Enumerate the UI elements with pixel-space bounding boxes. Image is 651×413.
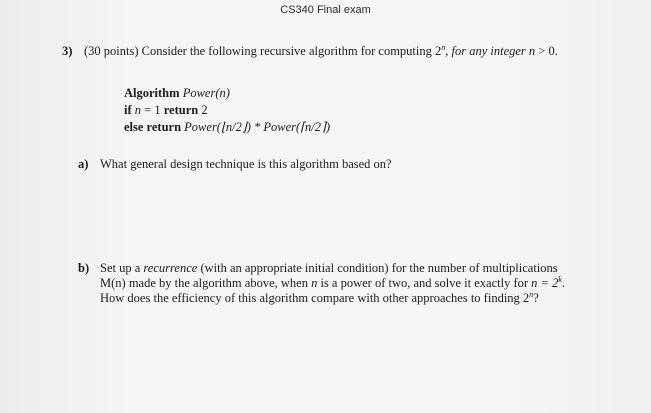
part-b-line2-end: . [561,276,566,290]
part-b-body [100,261,565,306]
part-b-line2-c: is a power of two, and solve it exactly for [317,276,532,290]
question-number: 3) [62,44,73,58]
algorithm-line-1 [124,85,330,102]
algorithm-keyword: Algorithm [124,86,180,100]
part-b [78,261,565,306]
part-b-line1-em: recurrence [143,261,198,275]
algorithm-line-3 [124,119,330,136]
part-b-label: b) [78,261,90,275]
algorithm-block [124,85,330,136]
part-b-line2-n: n [311,276,318,290]
algorithm-name: Power(n) [179,86,230,100]
part-b-line2-sup: k [558,274,562,284]
part-b-line3-end: ? [533,291,539,305]
part-b-line-2 [100,276,565,290]
question-var: n [528,44,536,58]
part-b-line2-b: made by the algorithm above, when [125,276,312,290]
question-points: (30 points) [84,44,139,58]
if-condition-rest: = 1 [141,103,164,117]
part-a [78,157,392,172]
part-b-line2-eq: n = 2 [531,276,559,290]
part-b-line3-a: How does the efficiency of this algorithm compare with other approaches to finding 2 [100,291,530,305]
part-b-line2-a: M(n) [100,276,126,290]
part-b-line3-sup: n [529,289,534,299]
algorithm-line-2 [124,102,330,119]
if-keyword: if [124,103,135,117]
page-header: CS340 Final exam [280,4,371,16]
if-condition-var: n [134,103,142,117]
recursive-expression: Power(⌊n/2⌋) * Power(⌈n/2⌉) [181,120,331,134]
part-b-line1-a: Set up a [100,261,144,275]
return-keyword: return [163,103,199,117]
question-superscript: n [441,42,446,52]
question-text-3: > 0. [535,44,558,58]
question-3 [62,44,558,59]
part-a-label: a) [78,157,89,171]
else-return-keyword: else return [124,120,182,134]
question-text-1: Consider the following recursive algorithm for computing 2 [138,44,442,58]
part-b-line1-b: (with an appropriate initial condition) for the number of multiplications [197,261,558,275]
part-b-line-3 [100,291,539,305]
part-b-line-1 [100,261,558,275]
question-text-2: , for any integer [445,44,529,58]
return-value: 2 [198,103,208,117]
part-a-text: What general design technique is this algorithm based on? [100,157,392,171]
